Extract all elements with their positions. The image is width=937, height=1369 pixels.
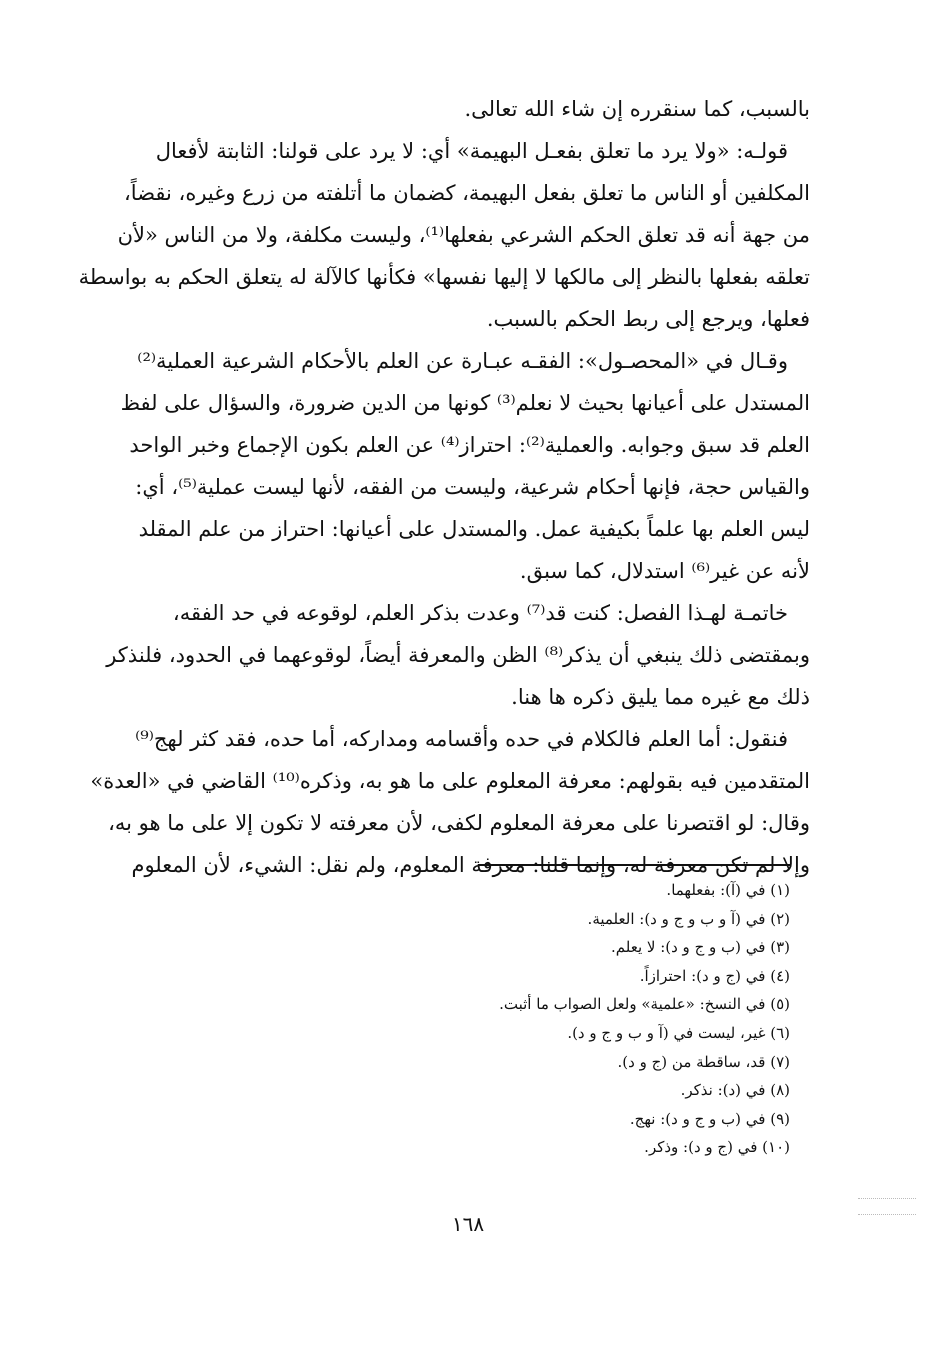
- text-line: وإلا لم تكن معرفة له، وإنما قلنا: معرفة المعلوم، ولم نقل: الشيء، لأن المعلوم: [131, 853, 810, 877]
- footnote: (٤) في (ج و د): احترازاً.: [639, 966, 790, 985]
- text-line: فعلها، ويرجع إلى ربط الحكم بالسبب.: [486, 307, 810, 331]
- text-line: العلم قد سبق وجوابه. والعملية⁽²⁾: احتراز⁽⁴⁾ عن العلم بكون الإجماع وخبر الواحد: [129, 433, 810, 457]
- footnote: (٩) في (ب و ج و د): نهج.: [629, 1109, 790, 1128]
- text-line: من جهة أنه قد تعلق الحكم الشرعي بفعلها⁽¹⁾، وليست مكلفة، ولا من الناس «لأن: [117, 223, 810, 247]
- text-line: والقياس حجة، فإنها أحكام شرعية، وليست من الفقه، لأنها ليست عملية⁽⁵⁾، أي:: [135, 475, 810, 499]
- main-text: [78, 88, 810, 886]
- text-line: لأنه عن غير⁽⁶⁾ استدلال، كما سبق.: [519, 559, 810, 583]
- text-line: المستدل على أعيانها بحيث لا نعلم⁽³⁾ كونها من الدين ضرورة، والسؤال على لفظ: [120, 391, 810, 415]
- footnotes: [300, 876, 790, 1162]
- text-line: وبمقتضى ذلك ينبغي أن يذكر⁽⁸⁾ الظن والمعرفة أيضاً، لوقوعهما في الحدود، فلنذكر: [106, 643, 810, 667]
- footnote: (٧) قد، ساقطة من (ج و د).: [617, 1052, 790, 1071]
- text-line: المتقدمين فيه بقولهم: معرفة المعلوم على ما هو به، وذكره⁽¹⁰⁾ القاضي في «العدة»: [90, 769, 810, 793]
- page-number: ١٦٨: [451, 1212, 485, 1236]
- text-line: ليس العلم بها علماً بكيفية عمل. والمستدل على أعيانها: احتراز من علم المقلد: [138, 517, 810, 541]
- footnote: (١) في (آ): بفعلهما.: [666, 881, 790, 899]
- text-line: ذلك مع غيره مما يليق ذكره ها هنا.: [511, 685, 810, 709]
- footnote: (١٠) في (ج و د): وذكر.: [644, 1138, 790, 1157]
- text-line: خاتمـة لهـذا الفصل: كنت قد⁽⁷⁾ وعدت بذكر العلم، لوقوعه في حد الفقه،: [172, 601, 788, 625]
- footnote: (٥) في النسخ: «علمية» ولعل الصواب ما أثبت.: [499, 995, 790, 1014]
- footnote: (٣) في (ب و ج و د): لا يعلم.: [610, 938, 790, 957]
- text-line: تعلقه بفعلها بالنظر إلى مالكها لا إليها نفسها» فكأنها كالآلة له يتعلق الحكم به بواسطة: [78, 265, 810, 289]
- footnote: (٢) في (آ و ب و ج و د): العلمية.: [587, 909, 790, 928]
- footnote: (٨) في (د): نذكر.: [680, 1081, 790, 1100]
- text-line: المكلفين أو الناس ما تعلق بفعل البهيمة، كضمان ما أتلفته من زرع وغيره، نقضاً،: [124, 181, 810, 205]
- text-line: وقـال في «المحصـول»: الفقـه عبـارة عن العلم بالأحكام الشرعية العملية⁽²⁾: [137, 349, 788, 373]
- text-line: بالسبب، كما سنقرره إن شاء الله تعالى.: [464, 97, 810, 121]
- text-line: وقال: لو اقتصرنا على معرفة المعلوم لكفى، لأن معرفته لا تكون إلا على ما هو به،: [108, 811, 810, 835]
- scan-artifact: [858, 1214, 916, 1215]
- text-line: قولـه: «ولا يرد ما تعلق بفعـل البهيمة» أي: لا يرد على قولنا: الثابتة لأفعال: [155, 139, 788, 163]
- footnote-separator: [478, 864, 791, 866]
- scan-artifact: [858, 1198, 916, 1199]
- text-line: فنقول: أما العلم فالكلام في حده وأقسامه ومداركه، أما حده، فقد كثر لهج⁽⁹⁾: [135, 727, 788, 751]
- footnote: (٦) غير، ليست في (آ و ب و ج و د).: [567, 1023, 790, 1042]
